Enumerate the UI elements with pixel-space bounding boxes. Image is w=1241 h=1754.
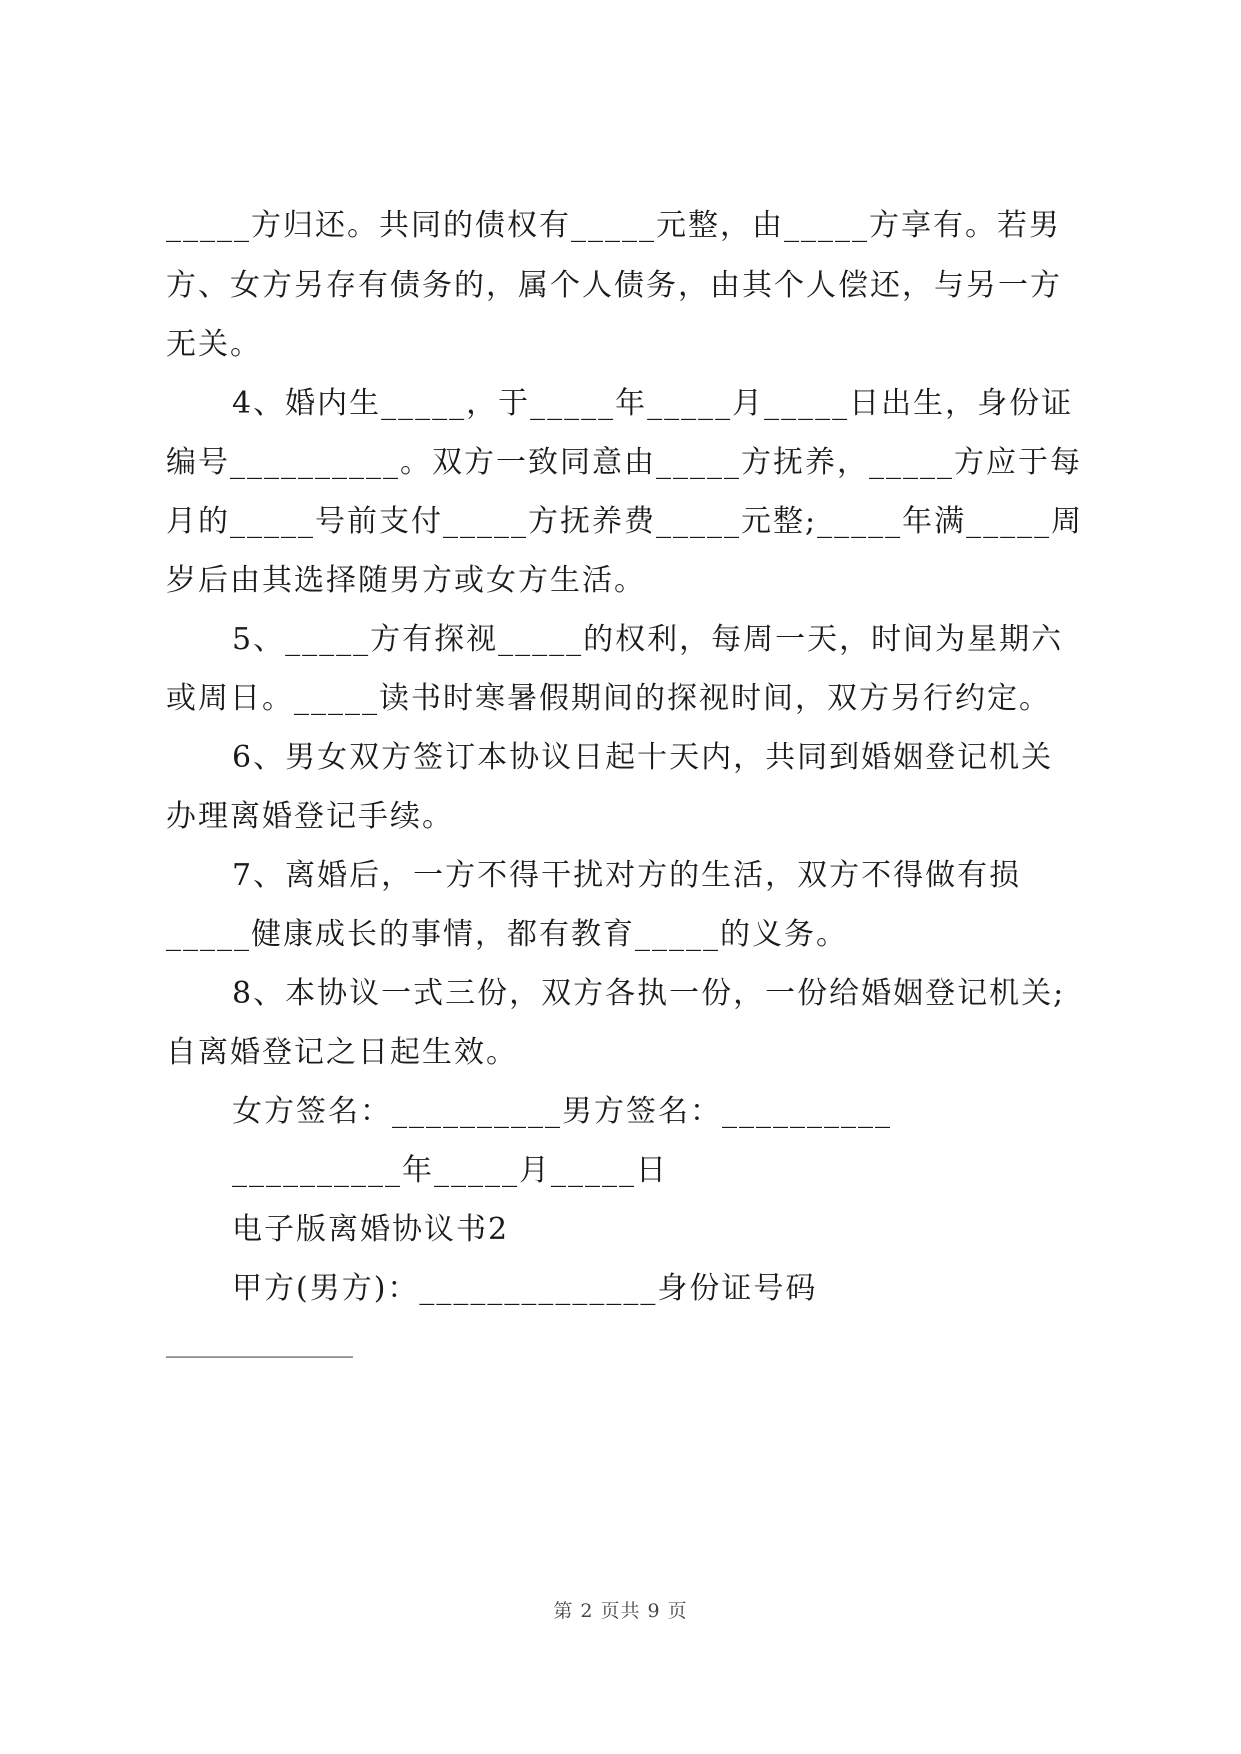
text-line-15: 自离婚登记之日起生效。	[166, 1035, 518, 1070]
text-line-4: 4、婚内生_____，于_____年_____月_____日出生，身份证	[232, 386, 1074, 421]
page-footer: 第 2 页共 9 页	[553, 1600, 688, 1622]
date-line: __________年_____月_____日	[232, 1153, 668, 1188]
text-line-6: 月的_____号前支付_____方抚养费_____元整;_____年满_____周	[166, 504, 1084, 539]
text-line-13: _____健康成长的事情，都有教育_____的义务。	[166, 917, 848, 952]
text-line-10: 6、男女双方签订本协议日起十天内，共同到婚姻登记机关	[232, 740, 1054, 775]
text-line-8: 5、_____方有探视_____的权利，每周一天，时间为星期六	[232, 622, 1064, 657]
section-title: 电子版离婚协议书2	[232, 1212, 510, 1247]
blank-underline: _________________	[166, 1333, 353, 1358]
text-line-1: _____方归还。共同的债权有_____元整，由_____方享有。若男	[166, 208, 1061, 243]
text-line-5: 编号__________。双方一致同意由_____方抚养，_____方应于每	[166, 445, 1082, 480]
text-line-14: 8、本协议一式三份，双方各执一份，一份给婚姻登记机关;	[232, 976, 1066, 1011]
text-line-7: 岁后由其选择随男方或女方生活。	[166, 563, 646, 598]
text-line-2: 方、女方另存有债务的，属个人债务，由其个人偿还，与另一方	[166, 268, 1062, 303]
text-line-11: 办理离婚登记手续。	[166, 799, 454, 834]
text-line-12: 7、离婚后，一方不得干扰对方的生活，双方不得做有损	[232, 858, 1022, 893]
signature-line: 女方签名：__________男方签名：__________	[232, 1094, 892, 1129]
party-a-line: 甲方(男方)：______________身份证号码	[232, 1271, 818, 1306]
text-line-9: 或周日。_____读书时寒暑假期间的探视时间，双方另行约定。	[166, 681, 1051, 716]
text-line-3: 无关。	[166, 327, 262, 362]
